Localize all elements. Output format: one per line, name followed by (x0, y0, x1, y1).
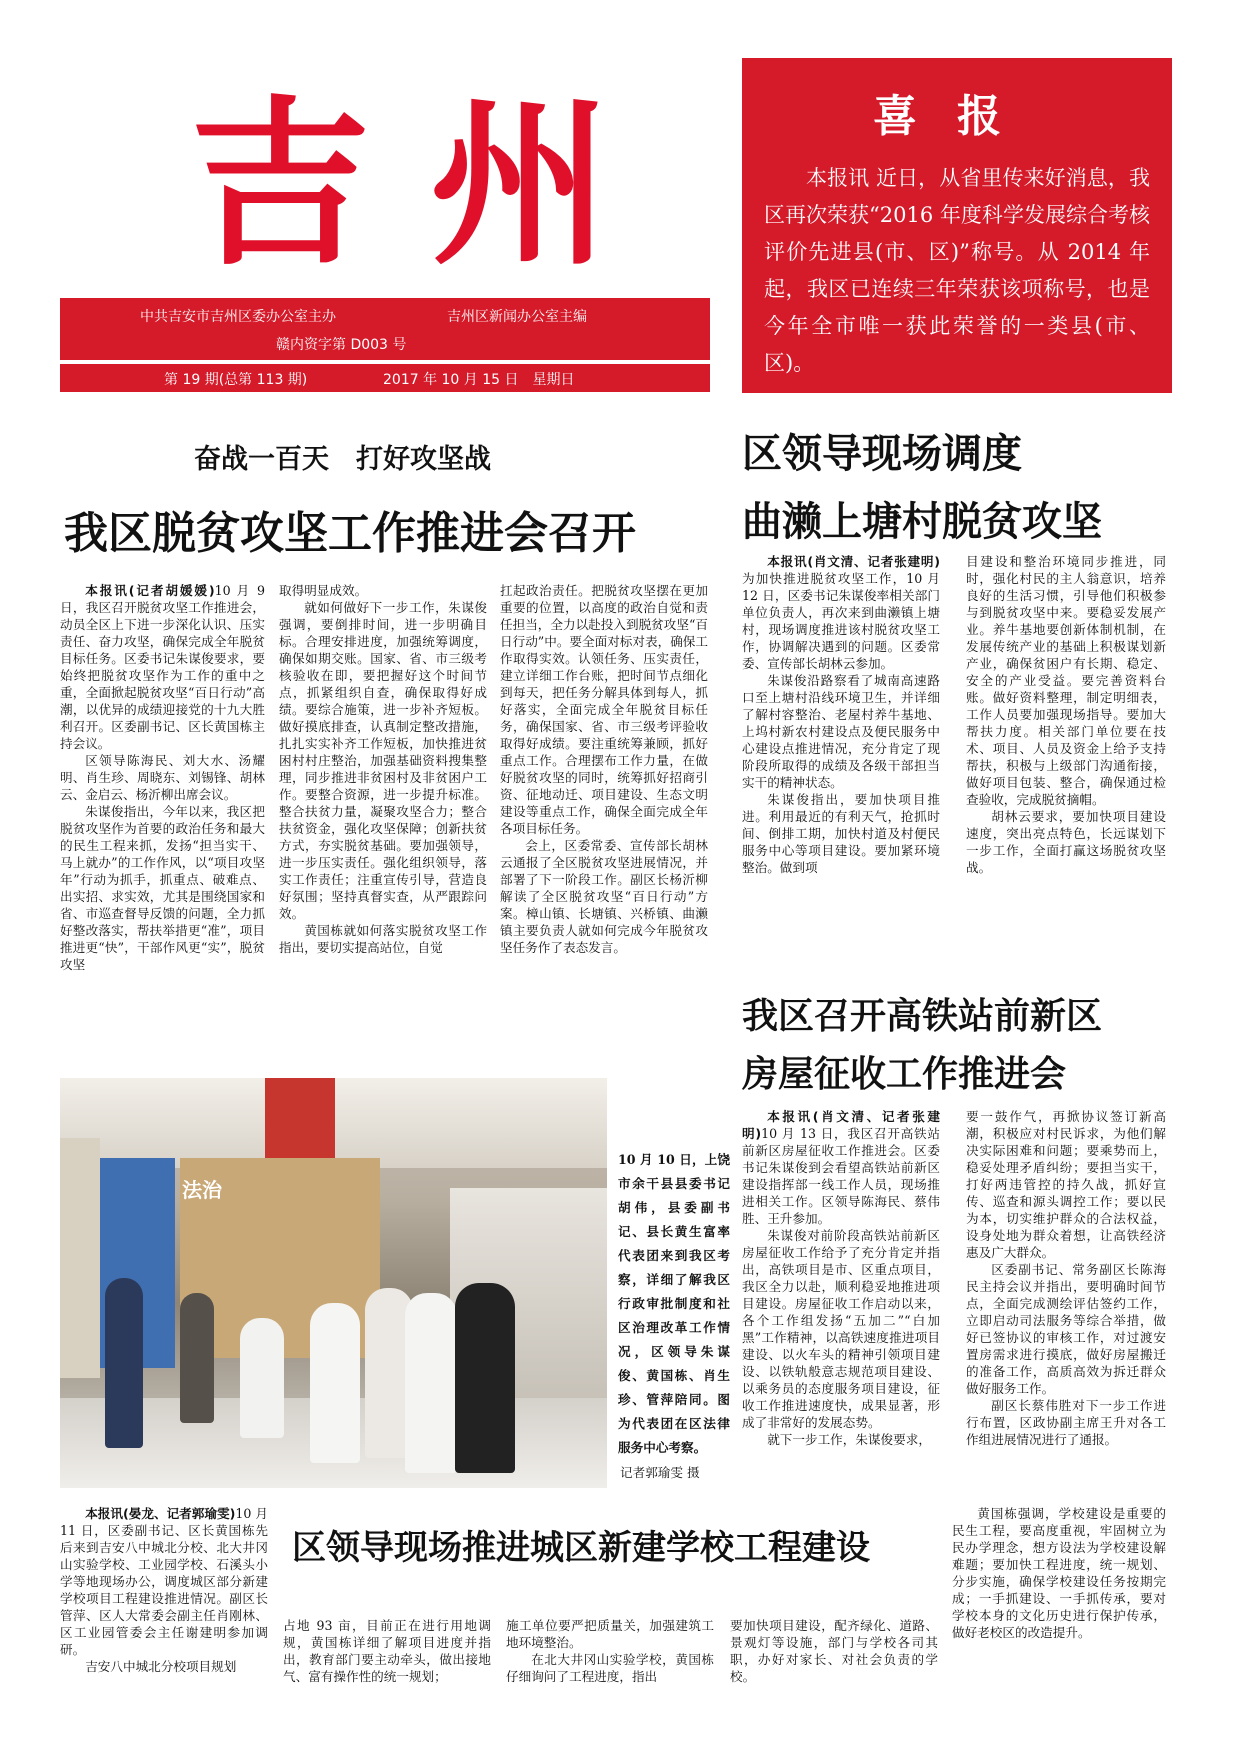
article3-byline: 本报讯(肖文清、记者张建明) (742, 1109, 940, 1141)
xibao-title: 喜报 (873, 91, 1041, 142)
info-bar (60, 298, 710, 360)
issue-number: 第 19 期(总第 113 期) (164, 372, 308, 388)
photo-caption: 10 月 10 日，上饶市余干县县委书记胡伟，县委副书记、县长黄生富率代表团来到我区考察，详细了解我区行政审批制度和社区治理改革工作情况，区领导朱谋俊、黄国栋、肖生珍、管萍陪同。图为代表团在区法律服务中心考察。 (618, 1152, 730, 1455)
article2-headline-1: 区领导现场调度 (742, 431, 1022, 477)
article2-column-2: 目建设和整治环境同步推进，同时，强化村民的主人翁意识，培养良好的生活习惯，引导他们积极参与到脱贫攻坚中来。要稳妥发展产业。养牛基地要创新体制机制，在发展传统产业的基础上积极谋划新产业，确保贫困户有长期、稳定、安全的产业受益。要完善资料台账。做好资料整理，制定明细表，工作人员要加强现场指导。要加大帮扶力度。相关部门单位要在技术、项目、人员及资金上给予支持帮扶，积极与上级部门沟通衔接，做好项目包装、整合，确保通过检查验收，完成脱贫摘帽。 胡林云要求，要加快项目建设速度，突出亮点特色，长远谋划下一步工作，全面打赢这场脱贫攻坚战。 (966, 554, 1166, 875)
article2-column-1: 本报讯(肖文清、记者张建明)为加快推进脱贫攻坚工作，10 月 12 日，区委书记朱谋俊率相关部门单位负责人，再次来到曲濑镇上塘村，现场调度推进该村脱贫攻坚工作，协调解决遇到的问题。区委常委、宣传部长胡林云参加。 朱谋俊沿路察看了城南高速路口至上塘村沿线环境卫生，并详细了解村容整治、老屋村养牛基地、上坞村新农村建设点及便民服务中心建设点推进情况，充分肯定了现阶段所取得的成绩及各级干部担当实干的精神状态。 朱谋俊指出，要加快项目推进。利用最近的有利天气，抢抓时间、倒排工期，加快村道及村便民服务中心等项目建设。要加紧环境整治。做到项 (742, 554, 940, 875)
article4-byline: 本报讯(晏龙、记者郭瑜雯) (85, 1506, 236, 1521)
article4-headline: 区领导现场推进城区新建学校工程建设 (292, 1528, 870, 1568)
article1-headline: 我区脱贫攻坚工作推进会召开 (64, 508, 636, 559)
article4-column-5: 黄国栋强调，学校建设是重要的民生工程，要高度重视，牢固树立为民办学理念，想方设法为学校建设解难题；要加快工程进度，统一规划、分步实施，确保学校建设任务按期完成；一手抓建设、一手抓传承，要对学校本身的文化历史进行保护传承，做好老校区的改造提升。 (952, 1506, 1166, 1640)
editor: 吉州区新闻办公室主编 (447, 309, 587, 325)
article3-headline-2: 房屋征收工作推进会 (742, 1054, 1067, 1095)
photo-sign: 法治 (182, 1178, 222, 1202)
article3-headline-1: 我区召开高铁站前新区 (742, 996, 1103, 1037)
article3-column-1: 本报讯(肖文清、记者张建明)10 月 13 日，我区召开高铁站前新区房屋征收工作推进会。区委书记朱谋俊到会看望高铁站前新区建设指挥部一线工作人员，现场推进相关工作。区领导陈海民、蔡伟胜、王升参加。 朱谋俊对前阶段高铁站前新区房屋征收工作给予了充分肯定并指出，高铁项目是市、区重点项目，我区全力以赴，顺利稳妥地推进项目建设。房屋征收工作启动以来，各个工作组发扬“五加二”“白加黑”工作精神，以高铁速度推进项目建设、以火车头的精神引领项目建设、以铁轨般意志规范项目建设、以乘务员的态度服务项目建设，征收工作推进速度快，成果显著，形成了非常好的发展态势。 就下一步工作，朱谋俊要求， (742, 1109, 940, 1447)
issue-bar (60, 364, 710, 392)
permit: 赣内资字第 D003 号 (276, 337, 407, 353)
article1-byline: 本报讯(记者胡媛媛) (85, 583, 215, 598)
article4-column-1: 本报讯(晏龙、记者郭瑜雯)10 月 11 日，区委副书记、区长黄国栋先后来到吉安八中城北分校、北大井冈山实验学校、工业园学校、石溪头小学等地现场办公，调度城区部分新建学校项目工程建设推进情况。副区长管萍、区人大常委会副主任肖刚林、区工业园管委会主任谢建明参加调研。 吉安八中城北分校项目规划 (60, 1506, 268, 1674)
article1-column-3: 扛起政治责任。把脱贫攻坚摆在更加重要的位置，以高度的政治自觉和责任担当，全力以赴投入到脱贫攻坚“百日行动”中。要全面对标对表，确保工作取得实效。认领任务、压实责任，建立详细工作台账，把时间节点细化到每天，把任务分解具体到每人，抓好落实，全面完成全年脱贫目标任务，确保国家、省、市三级考评验收取得好成绩。要注重统筹兼顾，抓好重点工作。合理摆布工作力量，在做好脱贫攻坚的同时，统筹抓好招商引资、征地动迁、项目建设、生态文明建设等重点工作，确保全面完成全年各项目标任务。 会上，区委常委、宣传部长胡林云通报了全区脱贫攻坚进展情况，并部署了下一阶段工作。副区长杨沂柳解读了全区脱贫攻坚“百日行动”方案。樟山镇、长塘镇、兴桥镇、曲濑镇主要负责人就如何完成今年脱贫攻坚任务作了表态发言。 (500, 583, 708, 955)
organizer: 中共吉安市吉州区委办公室主办 (140, 309, 336, 325)
photo-credit: 记者郭瑜雯 摄 (620, 1465, 700, 1480)
news-photo (60, 1078, 607, 1488)
article3-column-2: 要一鼓作气，再掀协议签订新高潮，积极应对村民诉求，为他们解决实际困难和问题；要乘势而上，稳妥处理矛盾纠纷；要担当实干，打好两违管控的持久战，抓好宣传、巡查和源头调控工作；要以民为本，切实维护群众的合法权益，设身处地为群众着想，让高铁经济惠及广大群众。 区委副书记、常务副区长陈海民主持会议并指出，要明确时间节点，全面完成测绘评估签约工作，立即启动司法服务等综合举措，做好已签协议的审核工作，对过渡安置房需求进行摸底，做好房屋搬迁的准备工作，高质高效为拆迁群众做好服务工作。 副区长蔡伟胜对下一步工作进行布置，区政协副主席王升对各工作组进展情况进行了通报。 (966, 1109, 1166, 1447)
article4-column-3: 施工单位要严把质量关，加强建筑工地环境整治。 在北大井冈山实验学校，黄国栋仔细询问了工程进度，指出 (506, 1618, 714, 1684)
article1-column-2: 取得明显成效。 就如何做好下一步工作，朱谋俊强调，要倒排时间，进一步明确目标。合理安排进度，加强统筹调度，确保如期交账。国家、省、市三级考核验收在即，要把握好这个时间节点，抓紧组织自查，确保取得好成绩。要综合施策，进一步补齐短板。做好摸底排查，认真制定整改措施，扎扎实实补齐工作短板，加快推进贫困村村庄整治，加强基础资料搜集整理，同步推进非贫困村及非贫困户工作。要整合资源，进一步提升标准。整合扶贫力量，凝聚攻坚合力；整合扶贫资金，强化攻坚保障；创新扶贫方式，夯实脱贫基础。要加强领导，进一步压实责任。强化组织领导，落实工作责任；注重宣传引导，营造良好氛围；坚持真督实查，从严跟踪问效。 黄国栋就如何落实脱贫攻坚工作指出，要切实提高站位，自觉 (279, 583, 487, 955)
article1-kicker: 奋战一百天 打好攻坚战 (194, 444, 491, 475)
xibao-box (742, 58, 1172, 393)
article2-headline-2: 曲濑上塘村脱贫攻坚 (742, 499, 1102, 545)
xibao-body: 本报讯 近日，从省里传来好消息，我区再次荣获“2016 年度科学发展综合考核评价先进县(市、区)”称号。从 2014 年起，我区已连续三年荣获该项称号，也是今年全市唯一获此荣誉的一类县(市、区)。 (764, 166, 1150, 375)
issue-date: 2017 年 10 月 15 日 星期日 (383, 372, 575, 388)
masthead-title: 吉州 (190, 79, 671, 290)
article2-byline: 本报讯(肖文清、记者张建明) (767, 554, 940, 569)
article4-column-2: 占地 93 亩，目前正在进行用地调规，黄国栋详细了解项目进度并指出，教育部门要主动牵头，做出接地气、富有操作性的统一规划； (283, 1618, 491, 1684)
article1-column-1: 本报讯(记者胡媛媛)10 月 9 日，我区召开脱贫攻坚工作推进会，动员全区上下进一步深化认识、压实责任、奋力攻坚，确保完成全年脱贫目标任务。区委书记朱谋俊要求，要始终把脱贫攻坚作为工作的重中之重，全面掀起脱贫攻坚“百日行动”高潮，以优异的成绩迎接党的十九大胜利召开。区委副书记、区长黄国栋主持会议。 区领导陈海民、刘大水、汤耀明、肖生珍、周晓东、刘锡锋、胡林云、金启云、杨沂柳出席会议。 朱谋俊指出，今年以来，我区把脱贫攻坚作为首要的政治任务和最大的民生工程来抓，发扬“担当实干、马上就办”的工作作风，以“项目攻坚年”行动为抓手，抓重点、破难点、出实招、求实效，尤其是围绕国家和省、市巡查督导反馈的问题，全力抓好整改落实，帮扶举措更“准”，项目推进更“快”，干部作风更“实”，脱贫攻坚 (60, 583, 265, 972)
article4-column-4: 要加快项目建设，配齐绿化、道路、景观灯等设施，部门与学校各司其职，办好对家长、对社会负责的学校。 (730, 1618, 938, 1684)
